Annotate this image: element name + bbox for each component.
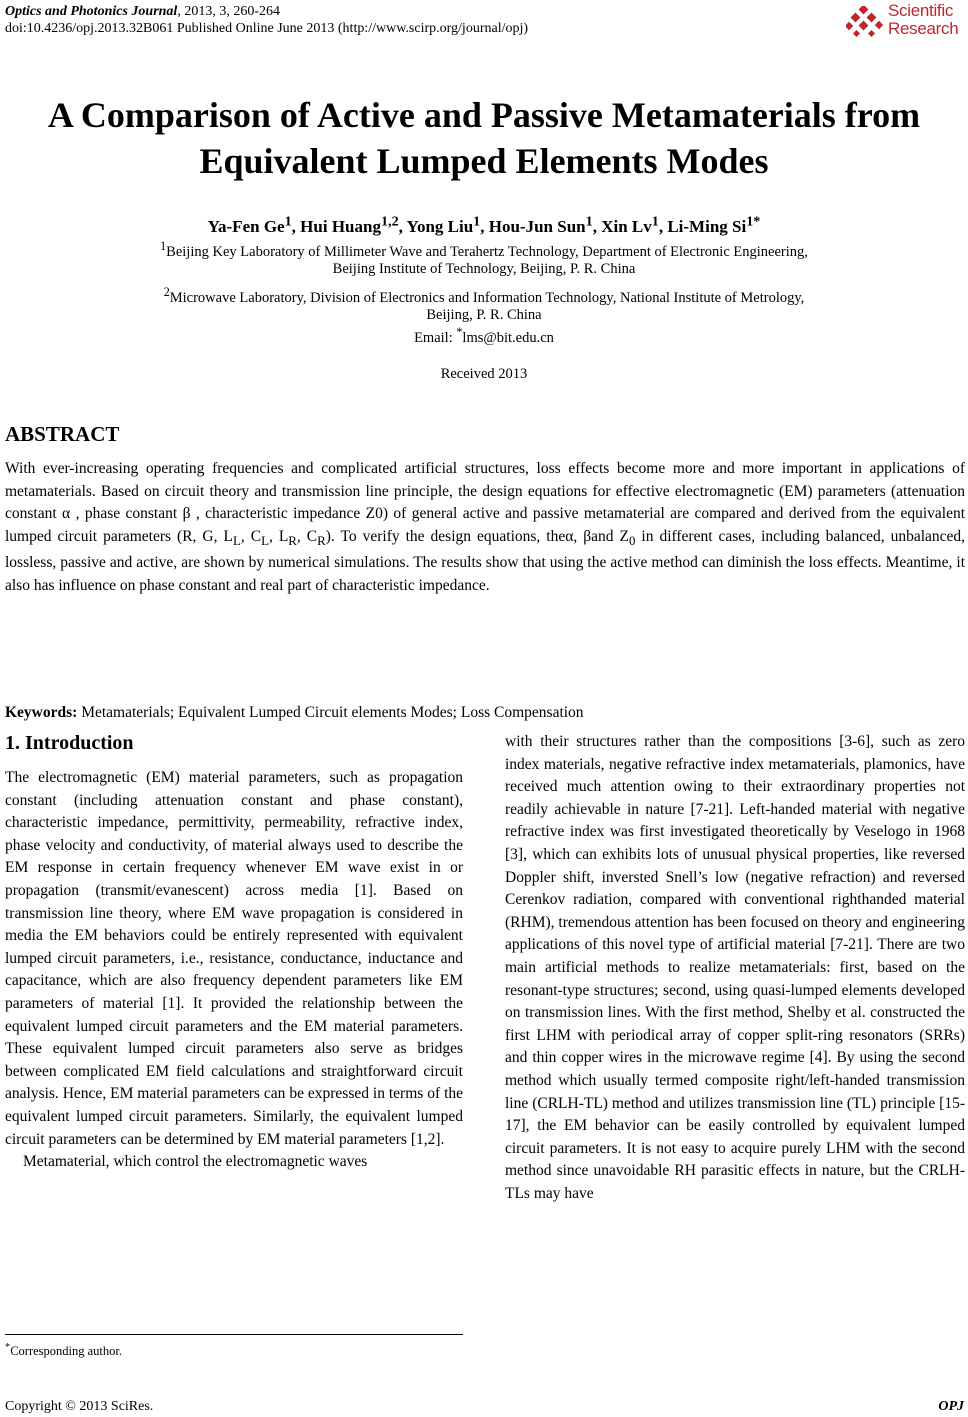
author: Xin Lv$^1$,	[601, 213, 668, 236]
intro-paragraph-1: The electromagnetic (EM) material parameters, such as propagation constant (including attenuation constant and phase constant), characteristic impedance, permittivity, permeability, refractive index, phase velocity and conductivity, of material always used to describe the EM response in certain frequency whenever EM wave exist in or propagation (transmit/evanescent) across media [1]. Based on transmission line theory, where EM wave propagation is considered in media the EM behaviors could be entirely represented with equivalent lumped circuit parameters, i.e., resistance, conductance, inductance and capacitance, which are also frequency dependent parameters like EM parameters of material [1]. It provided the relationship between the equivalent lumped circuit parameters and the EM material parameters. These equivalent lumped circuit parameters also serve as bridges between complicated EM field calculations and straightforward circuit analysis. Hence, EM material parameters can be expressed in terms of the equivalent lumped circuit parameters. Similarly, the equivalent lumped circuit parameters can be determined by EM material parameters [1,2].	[5, 769, 463, 1148]
author: Hui Huang$^{1,2}$,	[300, 213, 407, 236]
journal-citation	[5, 3, 280, 21]
left-column	[5, 767, 463, 1174]
publisher-logo[interactable]	[846, 2, 968, 42]
affiliation-1: $^1$Beijing Key Laboratory of Millimeter Wave and Terahertz Technology, Department of Electronic Engineering,	[160, 239, 808, 260]
intro-paragraph-continued: with their structures rather than the compositions [3-6], such as zero index materials, negative refractive index metamaterials, plamonics, have received much attention owing to their extraordinary properties not readily achievable in nature [7-21]. Left-handed material with negative refractive index was first investigated theoretically by Veselogo in 1968 [3], which can exhibits lots of unusual physical properties, like reversed Doppler shift, inversted Snell’s low (negative refraction) and reversed Cerenkov radiation, compared with conventional righthanded material (RHM), tremendous attention has been focused on theory and engineering applications of this novel type of artificial material [7-21]. There are two main artificial methods to realize metamaterials: first, based on the resonant-type structures; second, using quasi-lumped elements developed on transmission lines. With the first method, Shelby et al. constructed the first LHM with periodical array of copper split-ring resonators (SRRs) and thin copper wires in the microwave regime [4]. By using the second method which usually termed composite right/left-handed transmission line (CRLH-TL) method and utilizes transmission line (TL) principle [15-17], the EM behavior can be easily controlled by equivalent lumped circuit parameters. It is not easy to acquire purely LHM with the second method since unavoidable RH parasitic effects in nature, but the CRLH-TLs may have	[505, 733, 965, 1202]
copyright: Copyright © 2013 SciRes.	[5, 1399, 154, 1414]
keywords-label: Keywords:	[5, 704, 78, 721]
title-line-2: Equivalent Lumped Elements Modes	[199, 141, 769, 181]
email-line: Email: *lms@bit.edu.cn	[414, 325, 554, 346]
author: Hou-Jun Sun$^1$,	[488, 213, 602, 236]
footnote: *Corresponding author.	[5, 1342, 122, 1359]
doi-line: doi:10.4236/opj.2013.32B061 Published Online June 2013 (http://www.scirp.org/journal/opj)	[5, 21, 529, 36]
footnote-divider	[5, 1334, 463, 1335]
right-column	[505, 731, 965, 1205]
paper-title	[0, 92, 968, 184]
keywords	[5, 702, 584, 724]
abstract-text: With ever-increasing operating frequencies and complicated artificial structures, loss effects become more and more important in applications of metamaterials. Based on circuit theory and transmission line principle, the design equations for effective electromagnetic (EM) parameters (attenuation constant α , phase constant β , characteristic impedance Z0) of general active and passive metamaterial are compared and derived from the equivalent lumped circuit parameters (R, G, $L_L$, $C_L$, $L_R$, $C_R$). To verify the design equations, theα, βand $Z_0$ in different cases, including balanced, unbalanced, lossless, passive and active, are shown by numerical simulations. The results show that using the active method can diminish the loss effects. Meantime, it also has influence on phase constant and real part of characteristic impedance.	[5, 460, 966, 595]
abstract-heading: ABSTRACT	[5, 422, 120, 446]
author-list	[0, 210, 968, 238]
affiliation-2-cont: Beijing, P. R. China	[426, 307, 542, 323]
journal-volume: , 2013, 3, 260-264	[177, 4, 280, 19]
author: Li-Ming $Si^{1*}$	[667, 213, 761, 236]
author: Yong Liu$^1$,	[406, 213, 489, 236]
scientific-research-logo-icon	[846, 6, 886, 40]
publisher-logo-text: Scientific Research	[888, 1, 959, 38]
affiliation-2: $^2$Microwave Laboratory, Division of Electronics and Information Technology, National Institute of Metrology,	[163, 285, 805, 306]
journal-abbrev: OPJ	[938, 1399, 964, 1414]
title-line-1: A Comparison of Active and Passive Metamaterials from	[47, 95, 921, 135]
section-heading: 1. Introduction	[5, 732, 134, 754]
keywords-list: Metamaterials; Equivalent Lumped Circuit elements Modes; Loss Compensation	[77, 704, 584, 721]
journal-name: Optics and Photonics Journal	[5, 4, 178, 19]
affiliation-1-cont: Beijing Institute of Technology, Beijing, P. R. China	[332, 261, 636, 277]
author: Ya-Fen Ge$^1$,	[207, 213, 301, 236]
received-date: Received 2013	[440, 366, 528, 382]
email-link[interactable]: lms@bit.edu.cn	[462, 329, 554, 346]
intro-paragraph-2: Metamaterial, which control the electromagnetic waves	[23, 1153, 368, 1171]
